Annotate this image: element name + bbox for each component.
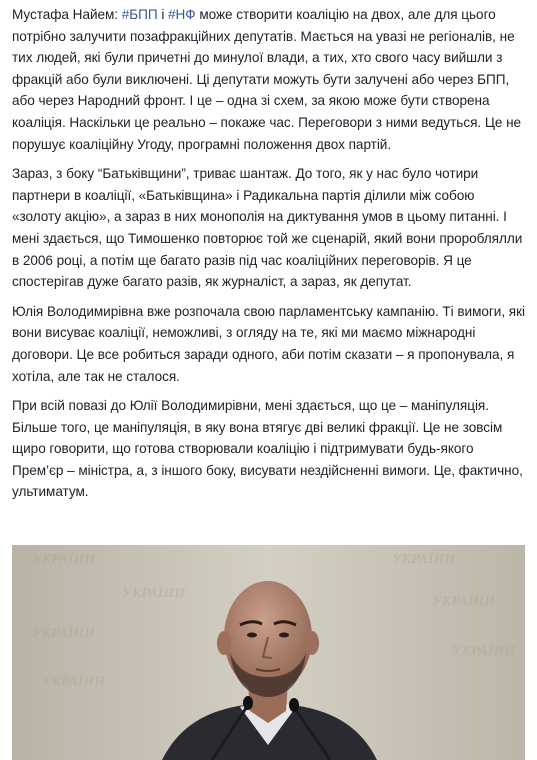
hashtag-bpp-link[interactable]: #БПП bbox=[121, 7, 158, 22]
post-paragraph-4: При всій повазі до Юлії Володимирівни, мені здається, що це – маніпуляція. Більше того, це маніпуляція, в яку вона втягує дві великі фракції. Це не зовсім щиро говорити, що готова створювали коаліцію і підтримувати будь-якого Прем’єр – міністра, а, з іншого боку, висувати нездійсненні вимоги. Це, фактично, ультиматум. bbox=[12, 398, 523, 500]
svg-text:УКРАЇНИ: УКРАЇНИ bbox=[122, 586, 186, 601]
post-paragraph-3: Юлія Володимирівна вже розпочала свою парламентську кампанію. Ті вимоги, які вони висуває коаліції, неможливі, з огляду на те, які ми маємо міжнародні договори. Це все робиться заради одного, аби потім сказати – я пропонувала, я хотіла, але так не сталося. bbox=[12, 303, 525, 384]
svg-text:УКРАЇНИ: УКРАЇНИ bbox=[32, 552, 96, 567]
svg-text:УКРАЇНИ: УКРАЇНИ bbox=[392, 552, 456, 567]
svg-text:УКРАЇНИ: УКРАЇНИ bbox=[432, 594, 496, 609]
svg-text:УКРАЇНИ: УКРАЇНИ bbox=[42, 674, 106, 689]
post-speaker-prefix: Мустафа Найем: bbox=[12, 7, 122, 22]
post-photo[interactable] bbox=[12, 545, 525, 760]
post-conjunction: і bbox=[157, 7, 169, 22]
hashtag-nf-link[interactable]: #НФ bbox=[168, 7, 196, 22]
post-paragraph-1 bbox=[12, 4, 525, 155]
portrait-photo-icon bbox=[12, 545, 525, 760]
post-paragraph-2: Зараз, з боку “Батьківщини”, триває шантаж. До того, як у нас було чотири партнери в коаліції, «Батьківщина» і Радикальна партія ділили між собою «золоту акцію», а зараз в них монополія на диктування умов в цьому питанні. І мені здається, що Тимошенко повторює той же сценарій, який вони пророблялли в 2006 році, а потім ще багато разів під час коаліційних переговорів. Я це спостерігав дуже багато разів, як журналіст, а зараз, як депутат. bbox=[12, 166, 523, 290]
svg-text:УКРАЇНИ: УКРАЇНИ bbox=[32, 626, 96, 641]
post-paragraph-1-text: може створити коаліцію на двох, але для цього потрібно залучити позафракційних депутатів. Мається на увазі не регіоналів, не тих людей, які були причетні до минулої влади, а тих, хто свого часу вийшли з фракцій або були виключені. Ці депутати можуть бути залучені або через БПП, або через Народний фронт. І це – одна зі схем, за якою може бути створена коаліція. Наскільки це реально – покаже час. Переговори з ними ведуться. Це не порушує коаліційну Угоду, програмні положення двох партій. bbox=[12, 7, 522, 152]
svg-text:УКРАЇНИ: УКРАЇНИ bbox=[452, 644, 516, 659]
